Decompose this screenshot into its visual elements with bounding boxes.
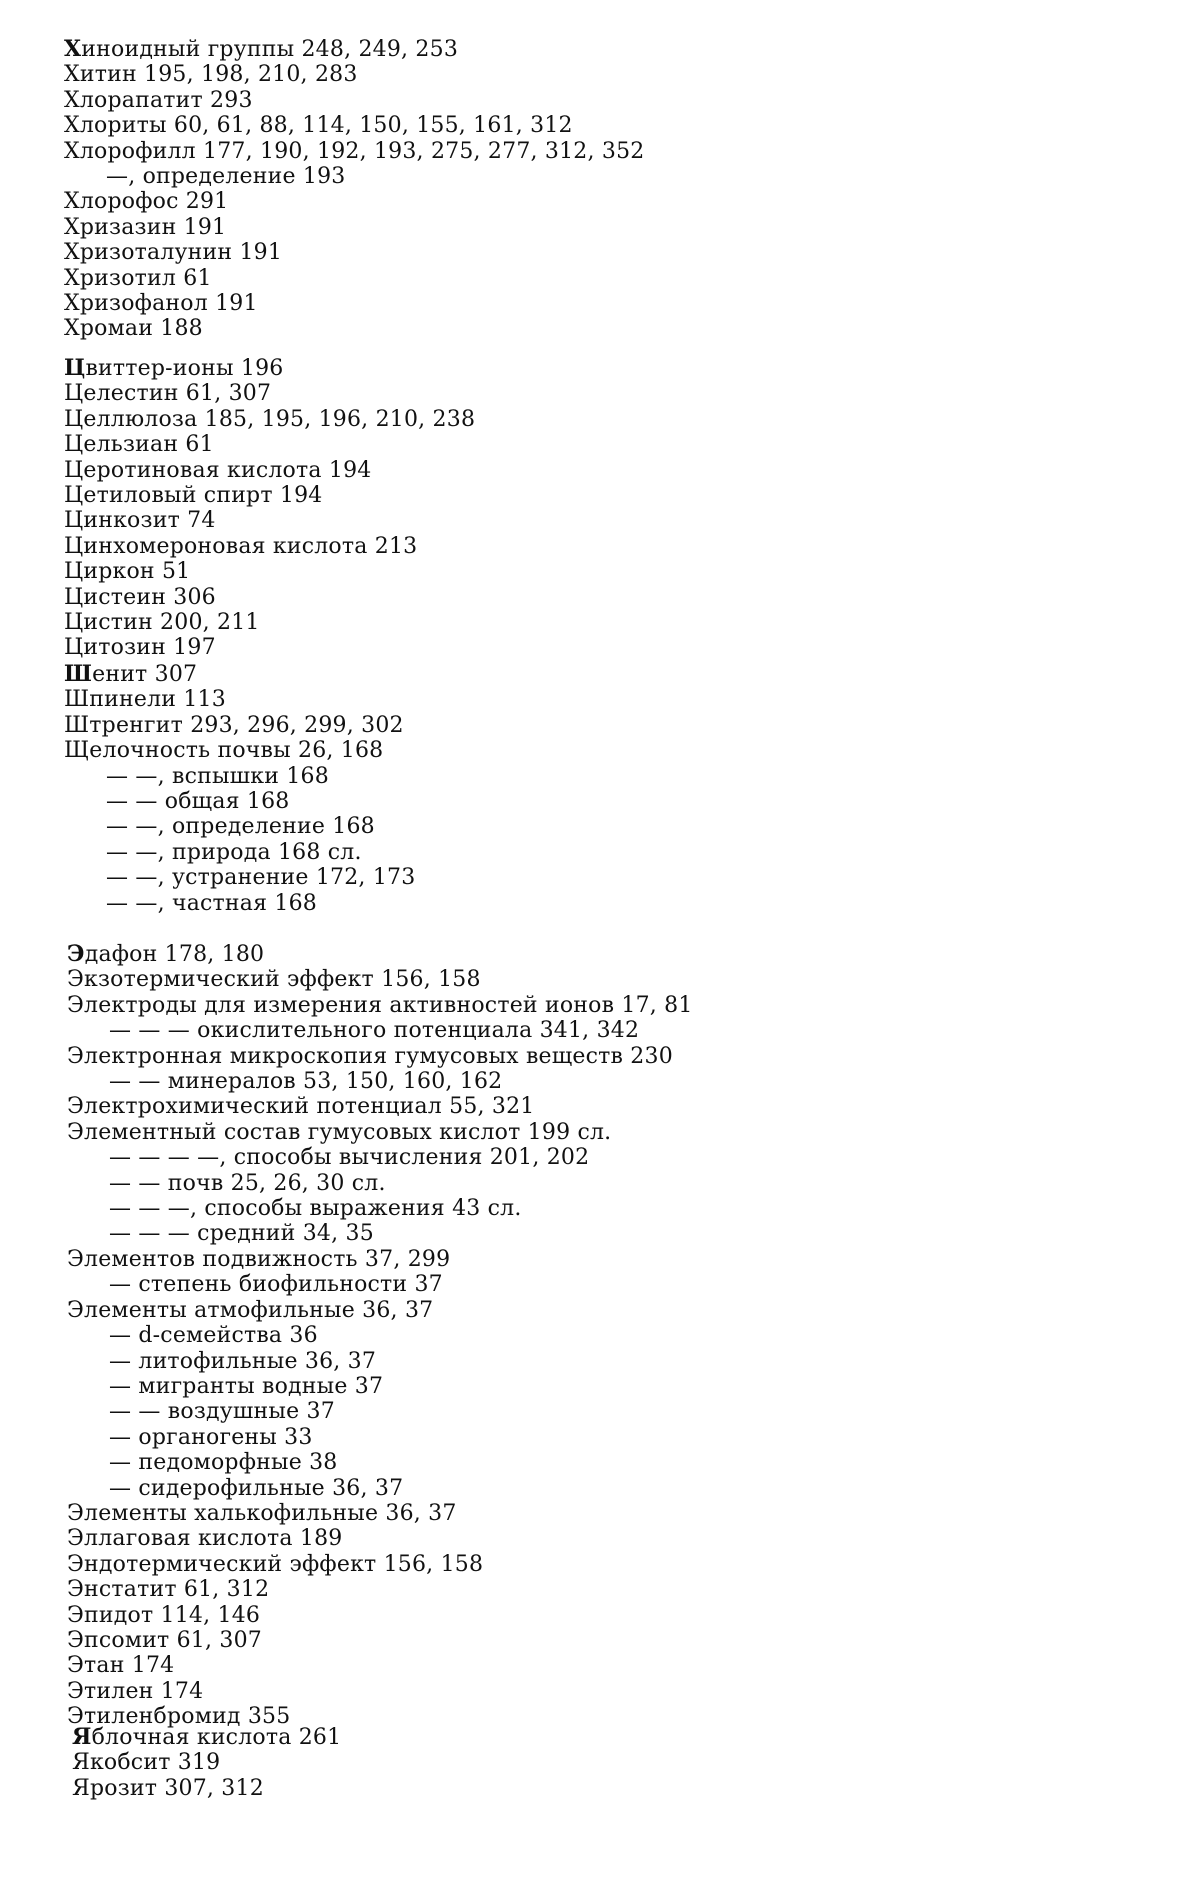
index-entry: Якобсит 319 [72, 1750, 1200, 1775]
index-entry: Эпсомит 61, 307 [67, 1628, 1200, 1653]
index-entry: Циркон 51 [64, 559, 1200, 584]
index-subentry: — —, частная 168 [64, 891, 1200, 916]
index-entry: Церотиновая кислота 194 [64, 458, 1200, 483]
index-entry: Хризоталунин 191 [64, 240, 1200, 265]
index-entry: Шпинели 113 [64, 687, 1200, 712]
index-entry: Цинхомероновая кислота 213 [64, 534, 1200, 559]
index-entry: Цетиловый спирт 194 [64, 483, 1200, 508]
index-subentry: — —, природа 168 сл. [64, 840, 1200, 865]
index-subentry: — — — —, способы вычисления 201, 202 [67, 1145, 1200, 1170]
index-subentry: — — — средний 34, 35 [67, 1221, 1200, 1246]
index-entry: Экзотермический эффект 156, 158 [67, 967, 1200, 992]
index-entry: Эндотермический эффект 156, 158 [67, 1552, 1200, 1577]
index-subentry: — органогены 33 [67, 1425, 1200, 1450]
index-group-kha [64, 37, 1200, 342]
section-initial: Ц [64, 355, 85, 381]
index-entry: Этиленбромид 355 [67, 1704, 1200, 1729]
index-entry: Цельзиан 61 [64, 432, 1200, 457]
index-subentry: — d-семейства 36 [67, 1323, 1200, 1348]
index-entry: Хромаи 188 [64, 316, 1200, 341]
index-group-e [67, 942, 1200, 1730]
index-entry: Ярозит 307, 312 [72, 1776, 1200, 1801]
index-entry: Хлорофилл 177, 190, 192, 193, 275, 277, 312, 352 [64, 139, 1200, 164]
index-entry: Энстатит 61, 312 [67, 1577, 1200, 1602]
index-entry: Цистин 200, 211 [64, 610, 1200, 635]
index-entry: Штренгит 293, 296, 299, 302 [64, 713, 1200, 738]
index-subentry: — литофильные 36, 37 [67, 1349, 1200, 1374]
index-entry: Хлориты 60, 61, 88, 114, 150, 155, 161, 312 [64, 113, 1200, 138]
index-group-tse [64, 356, 1200, 661]
section-initial: Э [67, 941, 85, 967]
index-entry [67, 942, 1200, 967]
index-entry: Целлюлоза 185, 195, 196, 210, 238 [64, 407, 1200, 432]
index-entry: Хлорофос 291 [64, 189, 1200, 214]
index-entry: Щелочность почвы 26, 168 [64, 738, 1200, 763]
index-subentry: — — почв 25, 26, 30 сл. [67, 1171, 1200, 1196]
index-subentry: — — воздушные 37 [67, 1399, 1200, 1424]
index-entry [64, 662, 1200, 687]
index-subentry: — педоморфные 38 [67, 1450, 1200, 1475]
index-entry [64, 37, 1200, 62]
index-entry [64, 356, 1200, 381]
index-entry: Хризазин 191 [64, 215, 1200, 240]
index-entry: Этилен 174 [67, 1679, 1200, 1704]
index-entry: Хлорапатит 293 [64, 88, 1200, 113]
index-entry: Эллаговая кислота 189 [67, 1526, 1200, 1551]
index-subentry: — — — окислительного потенциала 341, 342 [67, 1018, 1200, 1043]
index-entry: Цитозин 197 [64, 635, 1200, 660]
index-entry: Электрохимический потенциал 55, 321 [67, 1094, 1200, 1119]
index-subentry: — — минералов 53, 150, 160, 162 [67, 1069, 1200, 1094]
index-entry: Хризотил 61 [64, 266, 1200, 291]
index-subentry: — — общая 168 [64, 789, 1200, 814]
entry-rest: дафон 178, 180 [85, 942, 265, 967]
index-entry: Электроды для измерения активностей ионов 17, 81 [67, 993, 1200, 1018]
index-entry: Целестин 61, 307 [64, 381, 1200, 406]
index-subentry: — мигранты водные 37 [67, 1374, 1200, 1399]
index-subentry: — —, определение 168 [64, 814, 1200, 839]
entry-rest: иноидный группы 248, 249, 253 [81, 37, 458, 62]
section-initial: Х [64, 36, 81, 62]
section-initial: Ш [64, 661, 92, 687]
index-entry: Элементный состав гумусовых кислот 199 сл. [67, 1120, 1200, 1145]
index-entry: Хризофанол 191 [64, 291, 1200, 316]
index-entry: Этан 174 [67, 1653, 1200, 1678]
index-entry: Элементы атмофильные 36, 37 [67, 1298, 1200, 1323]
index-subentry: — сидерофильные 36, 37 [67, 1476, 1200, 1501]
index-subentry: — —, вспышки 168 [64, 764, 1200, 789]
index-subentry: — — —, способы выражения 43 сл. [67, 1196, 1200, 1221]
index-subentry: —, определение 193 [64, 164, 1200, 189]
index-group-ya [72, 1725, 1200, 1801]
index-entry: Цистеин 306 [64, 585, 1200, 610]
entry-rest: блочная кислота 261 [92, 1725, 342, 1750]
entry-rest: енит 307 [92, 662, 197, 687]
index-group-sha [64, 662, 1200, 916]
index-entry: Хитин 195, 198, 210, 283 [64, 62, 1200, 87]
section-initial: Я [72, 1724, 92, 1750]
index-entry: Электронная микроскопия гумусовых веществ 230 [67, 1044, 1200, 1069]
index-subentry: — —, устранение 172, 173 [64, 865, 1200, 890]
index-subentry: — степень биофильности 37 [67, 1272, 1200, 1297]
index-page [0, 0, 1200, 1881]
index-entry: Элементы халькофильные 36, 37 [67, 1501, 1200, 1526]
index-entry [72, 1725, 1200, 1750]
index-entry: Эпидот 114, 146 [67, 1603, 1200, 1628]
index-entry: Элементов подвижность 37, 299 [67, 1247, 1200, 1272]
index-entry: Цинкозит 74 [64, 508, 1200, 533]
entry-rest: виттер-ионы 196 [85, 356, 283, 381]
